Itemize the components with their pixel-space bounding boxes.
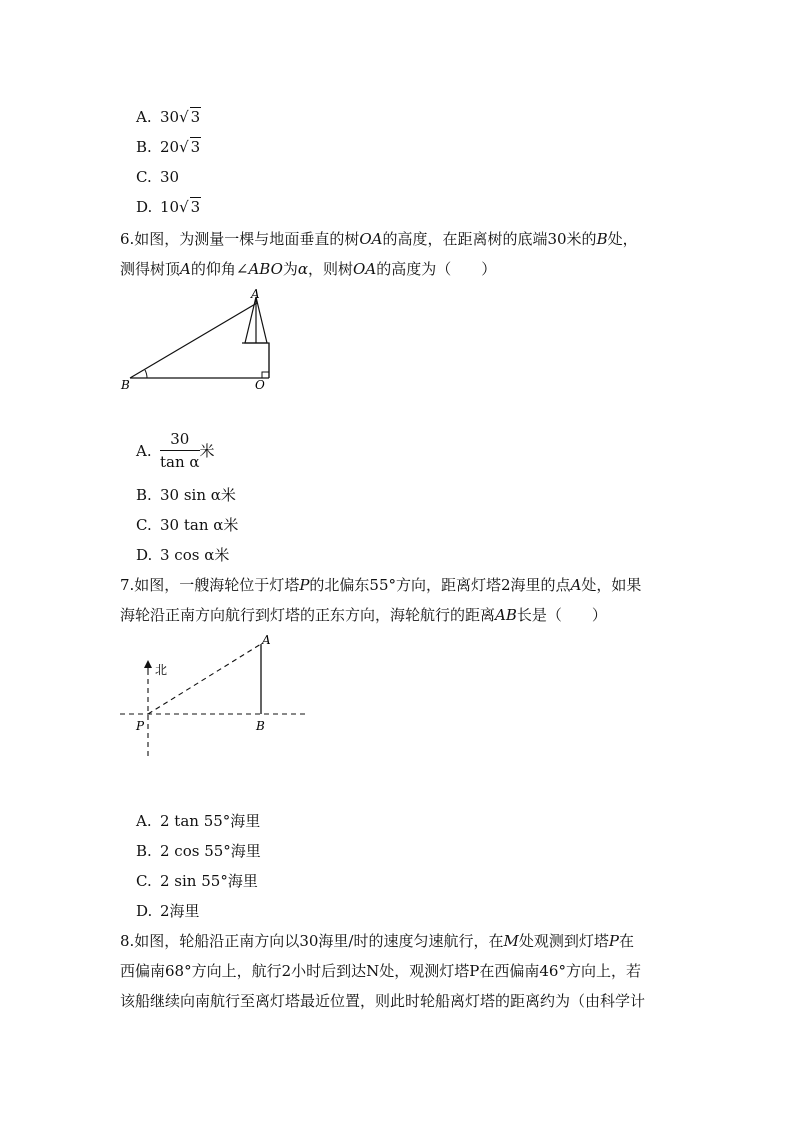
label-north: 北 [155,663,168,677]
tree-box [242,343,269,378]
q5-option-c [136,168,179,186]
sqrt-expression: √ 3 [179,108,201,126]
option-letter: B. [136,486,152,504]
text: 8.如图，轮船沿正南方向以30海里/时的速度匀速航行，在 [120,932,504,950]
q6-option-c [136,514,238,535]
option-letter: B. [136,138,152,156]
text: 7.如图，一艘海轮位于灯塔 [120,576,300,594]
option-text: 30 sin α米 [160,486,236,504]
text: 处， [607,230,638,248]
label-a: A [262,633,271,647]
q7-option-a [136,810,260,831]
line-pa [148,644,261,714]
math-var: P [608,932,619,950]
q6-option-b [136,484,236,505]
text: 的高度，在距离树的底端30米的 [382,230,597,248]
text: 为 [282,260,298,278]
q7-lighthouse-figure [115,630,315,760]
math-var: A [180,260,191,278]
label-o: O [255,378,265,392]
option-letter: D. [136,902,153,920]
text: 该船继续向南航行至离灯塔最近位置，则此时轮船离灯塔的距离约为（由科学计 [120,992,646,1010]
angle-alpha-arc [145,370,147,378]
q7-option-b [136,840,261,861]
text: 6.如图，为测量一棵与地面垂直的树 [120,230,360,248]
q8-stem-line-3 [120,990,645,1011]
q8-stem-line-1 [120,930,634,951]
option-text: 2 tan 55°海里 [160,812,261,830]
denominator: tan α [160,453,200,471]
label-a: A [251,287,260,301]
sqrt-expression: √ 3 [179,198,201,216]
q6-stem-line-2 [120,258,496,279]
math-var: M [503,932,519,950]
math-var: AB [495,606,517,624]
option-text: 2 sin 55°海里 [160,872,258,890]
option-letter: C. [136,168,152,186]
text: 西偏南68°方向上，航行2小时后到达N处，观测灯塔P在西偏南46°方向上，若 [120,962,641,980]
option-letter: A. [136,108,152,126]
radicand: 3 [190,198,201,216]
option-letter: A. [136,812,152,830]
q6-option-d [136,544,229,565]
text: 处，如果 [581,576,642,594]
option-text: 2海里 [160,902,200,920]
math-var: B [596,230,608,248]
math-var: α [297,260,309,278]
radicand: 3 [190,138,201,156]
text: 处观测到灯塔 [518,932,609,950]
sight-line-ba [130,303,257,378]
option-text: 30 [160,168,180,186]
text: 测得树顶 [120,260,181,278]
option-letter: C. [136,516,152,534]
math-var: OA [359,230,383,248]
option-letter: C. [136,872,152,890]
math-var: A [570,576,582,594]
label-p: P [136,719,145,733]
text: 的高度为（ ） [376,260,497,278]
text: 在 [618,932,634,950]
q6-option-a [136,430,215,471]
q7-stem-line-1 [120,574,641,595]
q7-option-c [136,870,258,891]
math-var: ABO [248,260,283,278]
q7-stem-line-2 [120,604,607,625]
unit: 米 [199,442,215,460]
sqrt-expression: √ 3 [179,138,201,156]
option-coef: 30 [160,108,180,126]
q5-option-d [136,198,201,216]
option-text: 30 tan α米 [160,516,239,534]
math-var: P [299,576,310,594]
text: 的仰角∠ [190,260,249,278]
q6-stem-line-1 [120,228,638,249]
label-b: B [121,378,130,392]
option-letter: A. [136,441,152,460]
text: 海轮沿正南方向航行到灯塔的正东方向，海轮航行的距离 [120,606,496,624]
text: 长是（ ） [516,606,607,624]
option-text: 2 cos 55°海里 [160,842,261,860]
q7-option-d [136,900,200,921]
option-coef: 10 [160,198,180,216]
option-coef: 20 [160,138,180,156]
north-arrow-icon [144,660,152,668]
text: 的北偏东55°方向，距离灯塔2海里的点 [309,576,571,594]
label-b: B [256,719,265,733]
option-text: 3 cos α米 [160,546,230,564]
math-var: OA [353,260,377,278]
option-letter: B. [136,842,152,860]
option-letter: D. [136,198,153,216]
q6-tree-figure [115,285,285,395]
q8-stem-line-2 [120,960,641,981]
q5-option-a [136,108,201,126]
q5-option-b [136,138,201,156]
fraction [160,430,200,471]
text: ，则树 [308,260,354,278]
numerator: 30 [160,430,200,451]
option-letter: D. [136,546,153,564]
radicand: 3 [190,108,201,126]
